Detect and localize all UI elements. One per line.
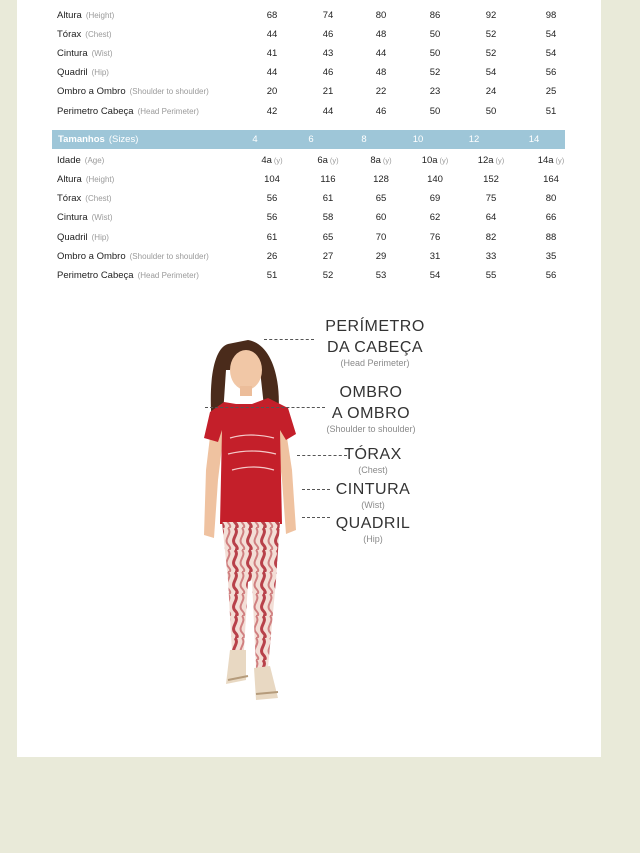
cell: 88 xyxy=(545,232,557,243)
callout-chest xyxy=(323,444,423,475)
cell: 6a xyxy=(317,155,328,166)
cell: 35 xyxy=(545,251,557,262)
cell: 51 xyxy=(266,270,278,281)
cell: 98 xyxy=(545,10,557,21)
table-row xyxy=(57,229,583,247)
table-row xyxy=(57,64,583,82)
unit: (y) xyxy=(329,156,339,165)
cell: 8a xyxy=(370,155,381,166)
cell: 50 xyxy=(429,106,441,117)
size-cell: 8 xyxy=(361,134,367,145)
row-label-en: (Hip) xyxy=(91,68,109,77)
cell: 56 xyxy=(545,270,557,281)
cell: 56 xyxy=(266,193,278,204)
cell: 116 xyxy=(320,174,336,185)
size-cell: 12 xyxy=(468,134,480,145)
header-label: Tamanhos xyxy=(58,134,105,145)
row-label: Quadril xyxy=(57,232,88,243)
cell: 50 xyxy=(429,48,441,59)
cell: 55 xyxy=(485,270,497,281)
cell: 23 xyxy=(429,86,441,97)
size-chart-page xyxy=(17,0,601,757)
cell: 54 xyxy=(545,29,557,40)
callout-shoulder xyxy=(307,382,435,434)
cell: 43 xyxy=(322,48,334,59)
cell: 56 xyxy=(545,67,557,78)
callout-subtitle: (Wist) xyxy=(361,500,385,510)
row-label: Perimetro Cabeça xyxy=(57,106,134,117)
cell: 22 xyxy=(375,86,387,97)
callout-title: TÓRAX xyxy=(344,446,402,463)
unit: (y) xyxy=(495,156,505,165)
cell: 52 xyxy=(322,270,334,281)
row-label-en: (Chest) xyxy=(85,30,112,39)
callout-title-line1: PERÍMETRO xyxy=(325,318,425,335)
table-row xyxy=(57,45,583,63)
callout-waist xyxy=(323,479,423,510)
cell: 140 xyxy=(427,174,443,185)
cell: 75 xyxy=(485,193,497,204)
cell: 65 xyxy=(322,232,334,243)
callout-title-line2: A OMBRO xyxy=(331,405,411,422)
callout-head-perimeter xyxy=(307,316,443,368)
table-row xyxy=(57,103,583,121)
row-label-en: (Wist) xyxy=(91,49,113,58)
row-label-en: (Chest) xyxy=(85,194,112,203)
cell: 54 xyxy=(429,270,441,281)
size-cell: 4 xyxy=(252,134,258,145)
row-label: Quadril xyxy=(57,67,88,78)
row-label: Cintura xyxy=(57,212,88,223)
row-label: Altura xyxy=(57,174,82,185)
row-label-en: (Height) xyxy=(85,175,115,184)
child-model-figure xyxy=(190,330,310,705)
cell: 70 xyxy=(375,232,387,243)
cell: 4a xyxy=(261,155,272,166)
cell: 44 xyxy=(266,29,278,40)
row-label-en: (Hip) xyxy=(91,233,109,242)
cell: 54 xyxy=(545,48,557,59)
cell: 64 xyxy=(485,212,497,223)
table-row xyxy=(57,190,583,208)
cell: 80 xyxy=(545,193,557,204)
callout-title-line2: DA CABEÇA xyxy=(326,339,424,356)
cell: 51 xyxy=(545,106,557,117)
callout-hip xyxy=(323,513,423,544)
row-label: Cintura xyxy=(57,48,88,59)
sizes-header-row xyxy=(52,130,565,149)
cell: 66 xyxy=(545,212,557,223)
cell: 128 xyxy=(373,174,389,185)
table-row-age xyxy=(57,152,583,170)
cell: 33 xyxy=(485,251,497,262)
cell: 48 xyxy=(375,67,387,78)
cell: 50 xyxy=(429,29,441,40)
row-label: Tórax xyxy=(57,29,82,40)
cell: 25 xyxy=(545,86,557,97)
cell: 52 xyxy=(485,48,497,59)
cell: 20 xyxy=(266,86,278,97)
row-label-en: (Head Perimeter) xyxy=(137,107,199,116)
cell: 50 xyxy=(485,106,497,117)
cell: 44 xyxy=(266,67,278,78)
callout-subtitle: (Head Perimeter) xyxy=(340,358,410,368)
header-label-en: (Sizes) xyxy=(108,134,139,145)
callout-title-line1: OMBRO xyxy=(339,384,403,401)
cell: 58 xyxy=(322,212,334,223)
size-cell: 6 xyxy=(308,134,314,145)
cell: 60 xyxy=(375,212,387,223)
cell: 46 xyxy=(322,67,334,78)
unit: (y) xyxy=(273,156,283,165)
cell: 65 xyxy=(375,193,387,204)
cell: 86 xyxy=(429,10,441,21)
cell: 92 xyxy=(485,10,497,21)
cell: 44 xyxy=(322,106,334,117)
cell: 68 xyxy=(266,10,278,21)
cell: 53 xyxy=(375,270,387,281)
row-label-en: (Height) xyxy=(85,11,115,20)
table-row xyxy=(57,248,583,266)
cell: 61 xyxy=(322,193,334,204)
cell: 76 xyxy=(429,232,441,243)
size-cell: 10 xyxy=(412,134,424,145)
cell: 24 xyxy=(485,86,497,97)
row-label-en: (Head Perimeter) xyxy=(137,271,199,280)
cell: 42 xyxy=(266,106,278,117)
cell: 52 xyxy=(429,67,441,78)
row-label-en: (Shoulder to shoulder) xyxy=(129,252,209,261)
cell: 56 xyxy=(266,212,278,223)
cell: 62 xyxy=(429,212,441,223)
cell: 41 xyxy=(266,48,278,59)
unit: (y) xyxy=(382,156,392,165)
callout-title: CINTURA xyxy=(335,481,411,498)
size-cell: 14 xyxy=(528,134,540,145)
cell: 69 xyxy=(429,193,441,204)
table-row xyxy=(57,209,583,227)
cell: 44 xyxy=(375,48,387,59)
table-row xyxy=(57,171,583,189)
row-label-en: (Wist) xyxy=(91,213,113,222)
cell: 46 xyxy=(375,106,387,117)
cell: 29 xyxy=(375,251,387,262)
row-label: Ombro a Ombro xyxy=(57,251,126,262)
row-label-en: (Age) xyxy=(84,156,105,165)
table-row xyxy=(57,83,583,101)
callout-title: QUADRIL xyxy=(335,515,411,532)
callout-subtitle: (Shoulder to shoulder) xyxy=(326,424,416,434)
cell: 31 xyxy=(429,251,441,262)
row-label: Ombro a Ombro xyxy=(57,86,126,97)
row-label-en: (Shoulder to shoulder) xyxy=(129,87,209,96)
cell: 26 xyxy=(266,251,278,262)
row-label: Altura xyxy=(57,10,82,21)
cell: 74 xyxy=(322,10,334,21)
cell: 10a xyxy=(421,155,438,166)
row-label: Tórax xyxy=(57,193,82,204)
cell: 21 xyxy=(322,86,334,97)
row-label: Perimetro Cabeça xyxy=(57,270,134,281)
table-row xyxy=(57,7,583,25)
table-row xyxy=(57,26,583,44)
callout-subtitle: (Hip) xyxy=(363,534,383,544)
cell: 46 xyxy=(322,29,334,40)
unit: (y) xyxy=(439,156,449,165)
cell: 82 xyxy=(485,232,497,243)
cell: 152 xyxy=(483,174,499,185)
cell: 48 xyxy=(375,29,387,40)
cell: 80 xyxy=(375,10,387,21)
cell: 52 xyxy=(485,29,497,40)
unit: (y) xyxy=(555,156,565,165)
cell: 27 xyxy=(322,251,334,262)
cell: 54 xyxy=(485,67,497,78)
table-row xyxy=(57,267,583,285)
cell: 61 xyxy=(266,232,278,243)
cell: 164 xyxy=(543,174,559,185)
cell: 12a xyxy=(477,155,494,166)
cell: 14a xyxy=(537,155,554,166)
callout-subtitle: (Chest) xyxy=(358,465,388,475)
cell: 104 xyxy=(264,174,280,185)
row-label: Idade xyxy=(57,155,81,166)
